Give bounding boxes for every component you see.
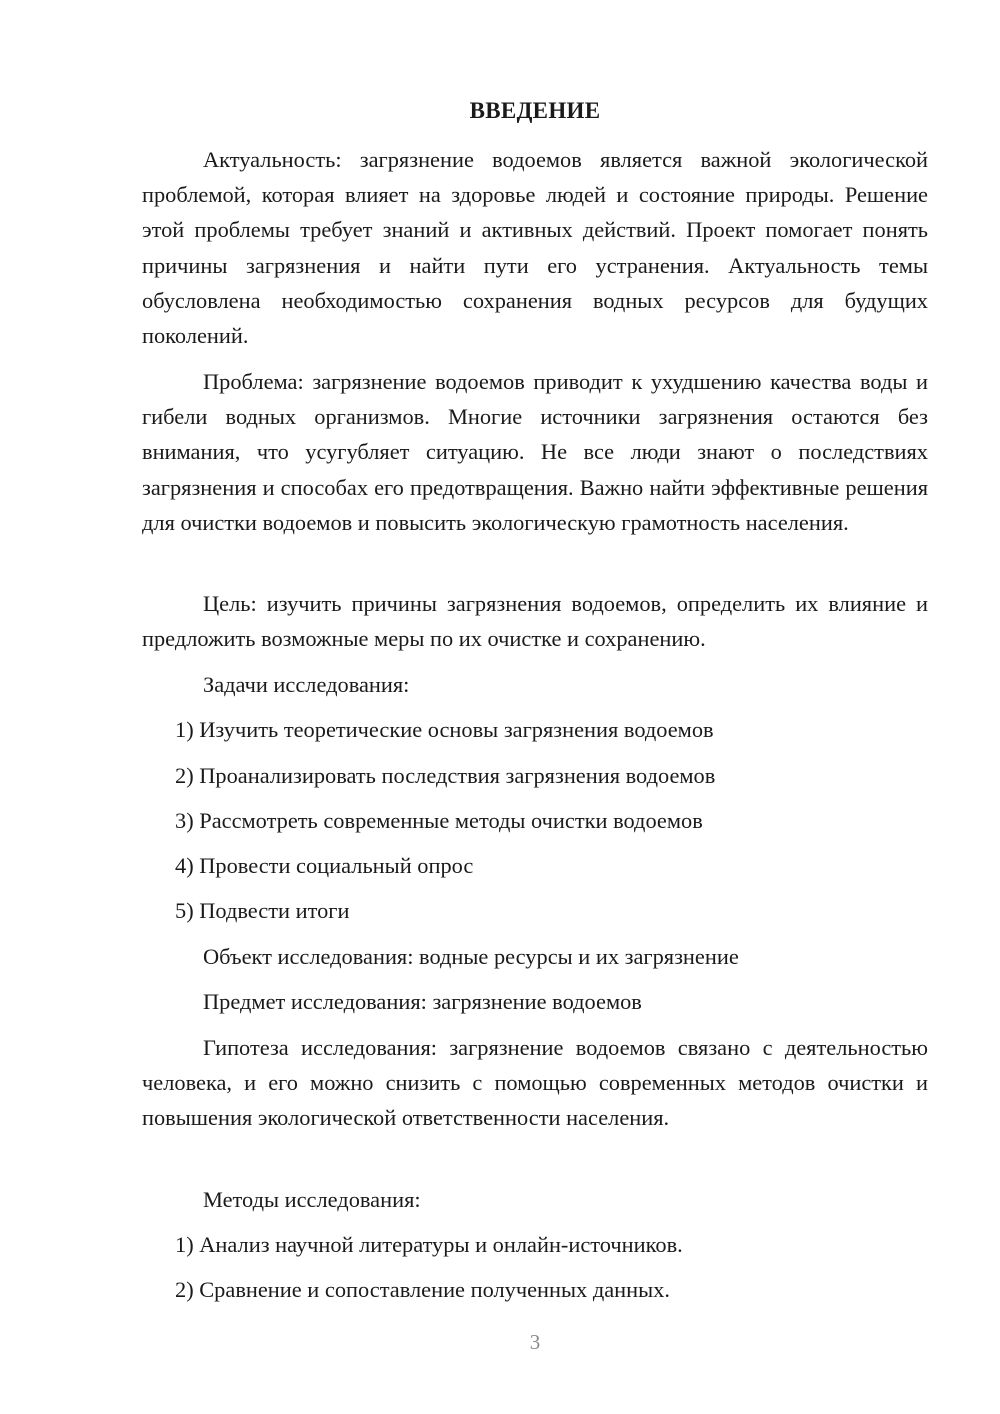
paragraph-problem: Проблема: загрязнение водоемов приводит к ухудшению качества воды и гибели водных организмов. Многие источники загрязнения остаются без внимания, что усугубляет ситуацию. Не все люди знают о последствиях загрязнения и способах его предотвращения. Важно найти эффективные решения для очистки водоемов и повысить экологическую грамотность населения. [142, 369, 928, 535]
page-number: 3 [529, 1330, 541, 1354]
method-item-1: 1) Анализ научной литературы и онлайн-источников. [175, 1232, 683, 1257]
object-line: Объект исследования: водные ресурсы и их загрязнение [203, 944, 739, 969]
paragraph-goal: Цель: изучить причины загрязнения водоемов, определить их влияние и предложить возможные меры по их очистке и сохранению. [142, 591, 928, 652]
task-item-4: 4) Провести социальный опрос [175, 853, 474, 878]
tasks-heading: Задачи исследования: [203, 672, 410, 697]
subject-line: Предмет исследования: загрязнение водоемов [203, 989, 642, 1014]
paragraph-hypothesis: Гипотеза исследования: загрязнение водоемов связано с деятельностью человека, и его можно снизить с помощью современных методов очистки и повышения экологической ответственности населения. [142, 1035, 928, 1131]
method-item-2: 2) Сравнение и сопоставление полученных данных. [175, 1277, 670, 1302]
task-item-3: 3) Рассмотреть современные методы очистки водоемов [175, 808, 703, 833]
methods-heading: Методы исследования: [203, 1187, 421, 1212]
task-item-5: 5) Подвести итоги [175, 898, 350, 923]
section-heading: ВВЕДЕНИЕ [469, 98, 601, 123]
paragraph-relevance: Актуальность: загрязнение водоемов является важной экологической проблемой, которая влияет на здоровье людей и состояние природы. Решение этой проблемы требует знаний и активных действий. Проект помогает понять причины загрязнения и найти пути его устранения. Актуальность темы обусловлена необходимостью сохранения водных ресурсов для будущих поколений. [142, 147, 928, 349]
task-item-1: 1) Изучить теоретические основы загрязнения водоемов [175, 717, 714, 742]
task-item-2: 2) Проанализировать последствия загрязнения водоемов [175, 763, 716, 788]
